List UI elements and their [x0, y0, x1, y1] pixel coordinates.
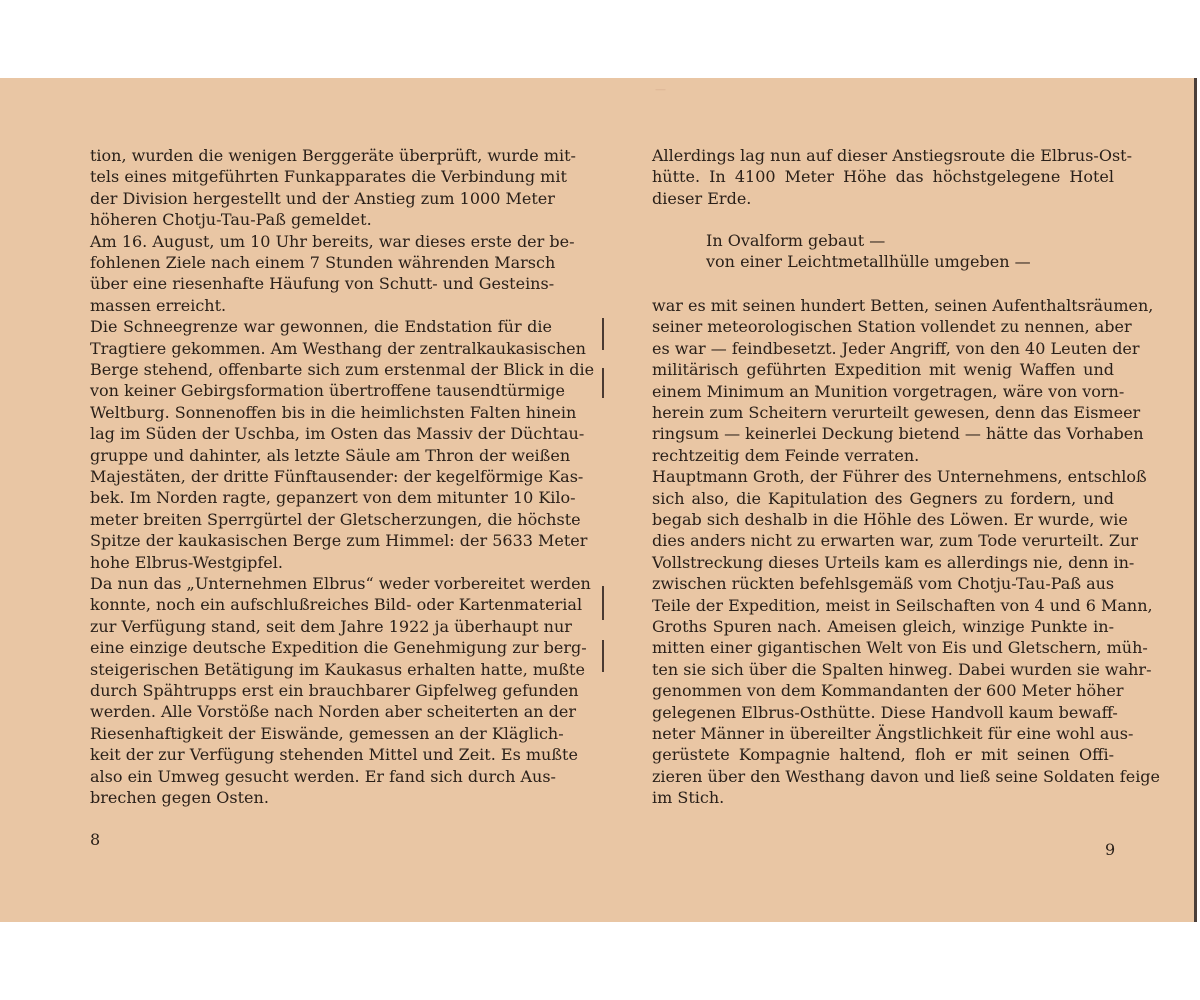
text-line: gelegenen Elbrus-Osthütte. Diese Handvoll kaum bewaff-	[652, 702, 1118, 722]
pencil-mark	[602, 640, 604, 672]
text-line: Da nun das „Unternehmen Elbrus“ weder vorbereitet werden	[90, 574, 591, 593]
text-line: konnte, noch ein aufschlußreiches Bild- oder Kartenmaterial	[90, 595, 583, 615]
text-line: zwischen rückten befehlsgemäß vom Chotju-Tau-Paß aus	[652, 574, 1115, 594]
text-line: begab sich deshalb in die Höhle des Löwen. Er wurde, wie	[652, 510, 1128, 529]
bleed-through-text: —	[655, 83, 666, 96]
text-line: zieren über den Westhang davon und ließ seine Soldaten feige	[652, 766, 1161, 786]
text-line: genommen von dem Kommandanten der 600 Meter höher	[652, 681, 1124, 701]
text-line: höheren Chotju-Tau-Paß gemeldet.	[90, 210, 372, 230]
text-line: Weltburg. Sonnenoffen bis in die heimlichsten Falten hinein	[90, 402, 577, 422]
text-line: Allerdings lag nun auf dieser Anstiegsroute die Elbrus-Ost-	[652, 146, 1132, 165]
text-line: gruppe und dahinter, als letzte Säule am Thron der weißen	[90, 445, 571, 465]
text-line: durch Spähtrupps erst ein brauchbarer Gipfelweg gefunden	[90, 681, 579, 700]
text-line: Berge stehend, offenbarte sich zum erstenmal der Blick in die	[90, 360, 595, 379]
book-spread	[0, 78, 1197, 922]
text-line: zur Verfügung stand, seit dem Jahre 1922 ja überhaupt nur	[90, 616, 572, 636]
text-line: Hauptmann Groth, der Führer des Unternehmens, entschloß	[652, 467, 1147, 487]
text-line: bek. Im Norden ragte, gepanzert von dem mitunter 10 Kilo-	[90, 488, 576, 508]
text-line: dies anders nicht zu erwarten war, zum Tode verurteilt. Zur	[652, 531, 1138, 551]
text-line: einem Minimum an Munition vorgetragen, wäre von vorn-	[652, 381, 1125, 401]
pencil-mark	[602, 368, 604, 398]
text-line: von keiner Gebirgsformation übertroffene tausendtürmige	[90, 381, 565, 401]
page-number-left: 8	[90, 830, 101, 849]
text-line: Majestäten, der dritte Fünftausender: der kegelförmige Kas-	[90, 467, 584, 486]
text-line: mitten einer gigantischen Welt von Eis und Gletschern, müh-	[652, 638, 1148, 658]
text-line: Spitze der kaukasischen Berge zum Himmel: der 5633 Meter	[90, 531, 588, 551]
text-line: lag im Süden der Uschba, im Osten das Massiv der Düchtau-	[90, 424, 585, 444]
text-line: rechtzeitig dem Feinde verraten.	[652, 445, 920, 465]
text-line: eine einzige deutsche Expedition die Genehmigung zur berg-	[90, 638, 587, 658]
text-line: Vollstreckung dieses Urteils kam es allerdings nie, denn in-	[652, 552, 1135, 572]
text-line: im Stich.	[652, 788, 725, 808]
text-line: herein zum Scheitern verurteilt gewesen, denn das Eismeer	[652, 403, 1141, 422]
text-line: es war — feindbesetzt. Jeder Angriff, von den 40 Leuten der	[652, 338, 1140, 358]
text-line: ten sie sich über die Spalten hinweg. Dabei wurden sie wahr-	[652, 659, 1152, 679]
text-line: war es mit seinen hundert Betten, seinen Aufenthaltsräumen,	[652, 296, 1154, 315]
page-number-right: 9	[1105, 840, 1116, 859]
text-line: hütte. In 4100 Meter Höhe das höchstgelegene Hotel	[652, 167, 1114, 187]
text-line: steigerischen Betätigung im Kaukasus erhalten hatte, mußte	[90, 659, 585, 679]
text-line: hohe Elbrus-Westgipfel.	[90, 552, 283, 572]
text-line: also ein Umweg gesucht werden. Er fand sich durch Aus-	[90, 766, 556, 786]
text-line: In Ovalform gebaut —	[706, 231, 886, 250]
pencil-mark	[602, 586, 604, 620]
text-line: der Division hergestellt und der Anstieg zum 1000 Meter	[90, 188, 555, 208]
text-line: über eine riesenhafte Häufung von Schutt- und Gesteins-	[90, 274, 555, 294]
text-line: Tragtiere gekommen. Am Westhang der zentralkaukasischen	[90, 338, 586, 358]
text-line: brechen gegen Osten.	[90, 788, 269, 807]
text-line: massen erreicht.	[90, 295, 227, 315]
text-line: Groths Spuren nach. Ameisen gleich, winzige Punkte in-	[652, 617, 1114, 636]
text-line: von einer Leichtmetallhülle umgeben —	[706, 252, 1031, 272]
text-line: sich also, die Kapitulation des Gegners zu fordern, und	[652, 488, 1114, 508]
text-line: gerüstete Kompagnie haltend, floh er mit seinen Offi-	[652, 745, 1114, 765]
text-line: dieser Erde.	[652, 188, 752, 208]
text-line: tels eines mitgeführten Funkapparates die Verbindung mit	[90, 167, 567, 187]
text-line: Teile der Expedition, meist in Seilschaften von 4 und 6 Mann,	[652, 595, 1153, 615]
text-line: fohlenen Ziele nach einem 7 Stunden währenden Marsch	[90, 253, 556, 272]
text-line: Riesenhaftigkeit der Eiswände, gemessen an der Kläglich-	[90, 723, 564, 743]
text-line: Am 16. August, um 10 Uhr bereits, war dieses erste der be-	[90, 231, 575, 251]
text-line: neter Männer in übereilter Ängstlichkeit für eine wohl aus-	[652, 724, 1134, 743]
text-line: Die Schneegrenze war gewonnen, die Endstation für die	[90, 317, 552, 337]
text-line: keit der zur Verfügung stehenden Mittel und Zeit. Es mußte	[90, 745, 578, 765]
text-line: seiner meteorologischen Station vollendet zu nennen, aber	[652, 317, 1132, 337]
text-line: ringsum — keinerlei Deckung bietend — hätte das Vorhaben	[652, 424, 1144, 444]
text-line: meter breiten Sperrgürtel der Gletscherzungen, die höchste	[90, 509, 581, 529]
text-line: militärisch geführten Expedition mit wenig Waffen und	[652, 360, 1114, 380]
text-line: werden. Alle Vorstöße nach Norden aber scheiterten an der	[90, 702, 576, 722]
text-line: tion, wurden die wenigen Berggeräte überprüft, wurde mit-	[90, 146, 576, 165]
pencil-mark	[602, 318, 604, 350]
